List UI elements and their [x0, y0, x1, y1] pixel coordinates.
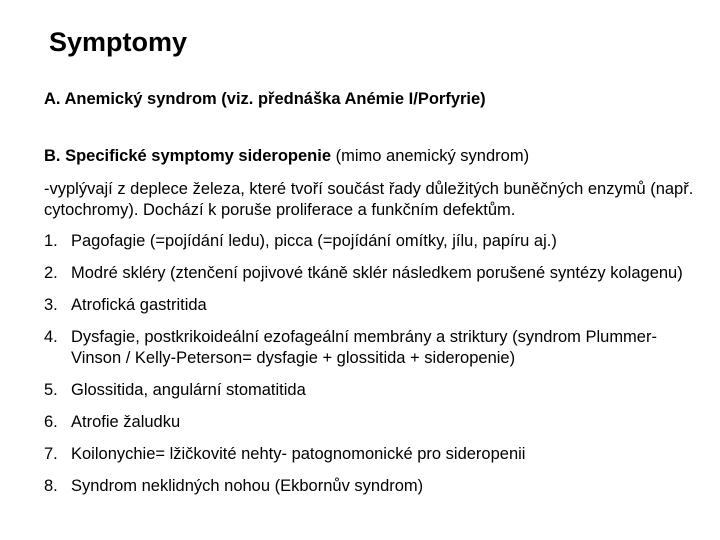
- list-item: [44, 295, 694, 316]
- item-number: 4.: [44, 328, 58, 346]
- intro-paragraph: -vyplývají z deplece železa, které tvoří součást řady důležitých buněčných enzymů (např. cytochromy). Dochází k poruše proliferace a funkčním defektům.: [44, 180, 694, 219]
- list-item: [44, 327, 694, 369]
- symptom-list: [44, 231, 694, 508]
- item-number: 1.: [44, 232, 58, 250]
- list-item: [44, 444, 694, 465]
- item-text: Modré skléry (ztenčení pojivové tkáně sklér následkem porušené syntézy kolagenu): [71, 264, 683, 282]
- item-number: 7.: [44, 445, 58, 463]
- section-b-bold-text: B. Specifické symptomy sideropenie: [44, 147, 332, 165]
- list-item: [44, 476, 694, 497]
- page-title: Symptomy: [49, 27, 188, 57]
- item-text: Syndrom neklidných nohou (Ekbornův syndrom): [71, 477, 424, 495]
- item-text: Dysfagie, postkrikoideální ezofageální membrány a striktury (syndrom Plummer-Vinson / Kelly-Peterson= dysfagie + glossitida + sideropenie): [71, 328, 657, 367]
- item-number: 5.: [44, 381, 58, 399]
- list-item: [44, 380, 694, 401]
- section-a-heading: A. Anemický syndrom (viz. přednáška Anémie I/Porfyrie): [44, 90, 486, 108]
- list-item: [44, 412, 694, 433]
- list-item: [44, 231, 694, 252]
- item-text: Atrofie žaludku: [71, 413, 181, 431]
- item-number: 6.: [44, 413, 58, 431]
- item-text: Pagofagie (=pojídání ledu), picca (=pojídání omítky, jílu, papíru aj.): [71, 232, 557, 250]
- item-text: Glossitida, angulární stomatitida: [71, 381, 306, 399]
- item-number: 3.: [44, 296, 58, 314]
- section-b-heading: [44, 146, 529, 166]
- item-text: Koilonychie= lžičkovité nehty- patognomonické pro sideropenii: [71, 445, 526, 463]
- item-number: 2.: [44, 264, 58, 282]
- section-b-normal-text: (mimo anemický syndrom): [331, 147, 530, 165]
- item-text: Atrofická gastritida: [71, 296, 207, 314]
- list-item: [44, 263, 694, 284]
- item-number: 8.: [44, 477, 58, 495]
